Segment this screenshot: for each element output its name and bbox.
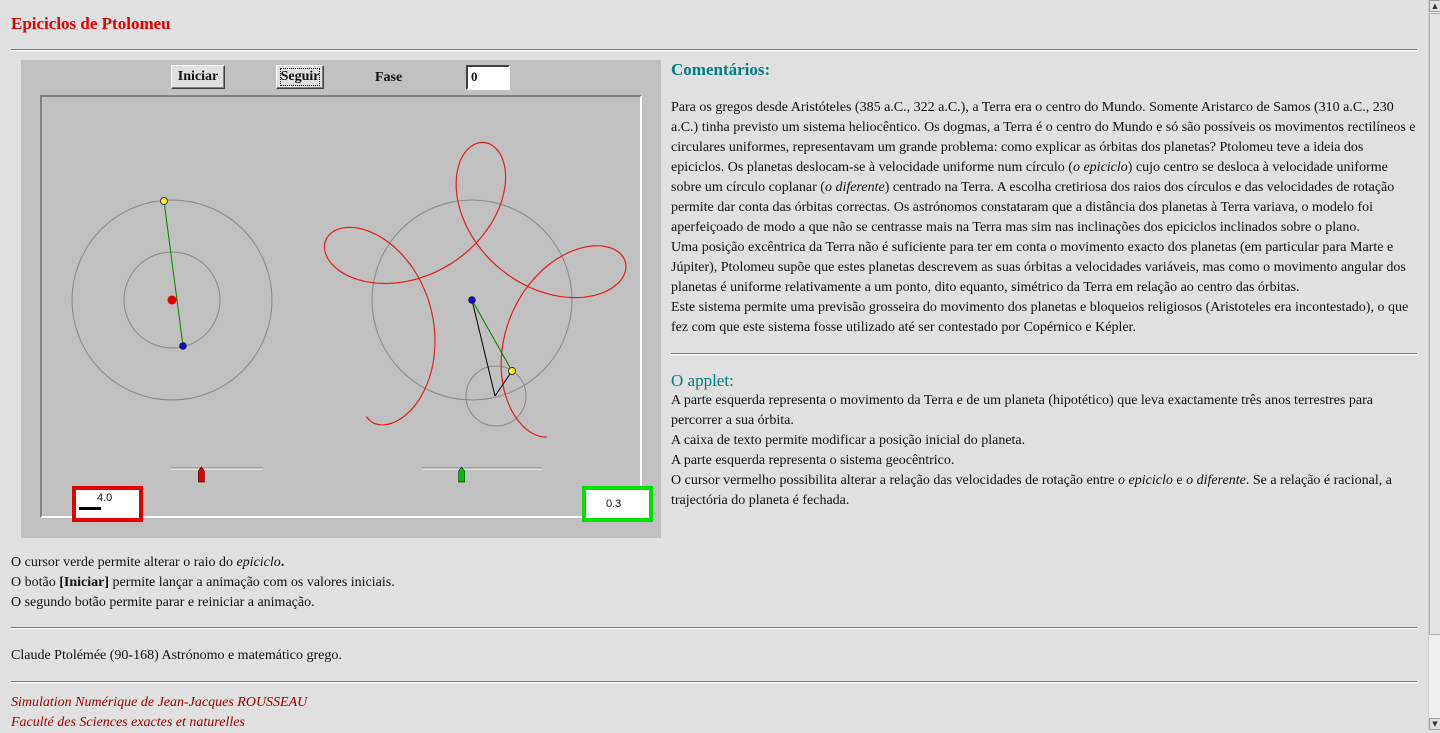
applet-heading: O applet: — [671, 371, 734, 390]
right-column — [671, 60, 1417, 511]
lower-divider — [11, 627, 1417, 629]
applet-line-2: A caixa de texto permite modificar a posição inicial do planeta. — [671, 433, 1026, 448]
footer-line-2[interactable]: Faculté des Sciences exactes et naturelles — [11, 715, 245, 730]
ratio-value-box — [72, 486, 143, 522]
simulation-canvas — [40, 95, 642, 518]
comments-paragraph-2: Uma posição excêntrica da Terra não é suficiente para ter em conta o movimento exacto dos planetas (em particular para Marte e Júpiter), Ptolomeu supõe que estes planetas descrevem as suas órbitas a velocidades variáveis, mas como o movimento angular dos planetas é uniforme relativamente a um ponto, dito equanto, simétrico da Terra em relação ao centro das órbitas. — [671, 240, 1406, 295]
applet-line-3: A parte esquerda representa o sistema geocêntrico. — [671, 453, 955, 468]
vertical-scrollbar[interactable] — [1428, 0, 1440, 730]
radius-slider-thumb[interactable] — [459, 467, 465, 482]
epicycle-center-line — [472, 300, 512, 371]
planet-dot-geo — [509, 368, 516, 375]
phase-input[interactable]: 0 — [466, 65, 510, 90]
left-notes — [11, 553, 395, 613]
planet-trajectory — [325, 142, 626, 437]
applet-line-4: O cursor vermelho possibilita alterar a relação das velocidades de rotação entre o epiciclo e o diferente. Se a relação é racional, a trajectória do planeta é fechada. — [671, 473, 1392, 508]
earth-planet-line-geo — [472, 300, 495, 396]
top-divider — [11, 49, 1417, 51]
planet-dot-left — [161, 198, 168, 205]
scrollbar-thumb[interactable] — [1429, 13, 1440, 635]
next-button-label: Seguir — [280, 69, 320, 84]
earth-dot-geo — [469, 297, 476, 304]
footer-line-1[interactable]: Simulation Numérique de Jean-Jacques ROUSSEAU — [11, 695, 308, 710]
applet-panel — [21, 60, 661, 538]
footer-divider — [11, 681, 1417, 683]
radius-value: 0.3 — [606, 498, 622, 510]
simulation-drawing — [42, 97, 640, 516]
comments-paragraph-3: Este sistema permite uma previsão grosseira do movimento dos planetas e bloqueios religiosos (Aristoteles era incontestado), o que fez com que este sistema fosse utilizado até ser contestado por Copérnico e Képler. — [671, 300, 1409, 335]
ratio-value: 4.0 — [97, 492, 113, 504]
start-button[interactable] — [171, 65, 225, 89]
ratio-slider-thumb[interactable] — [198, 467, 204, 482]
note-start-button: O botão [Iniciar] permite lançar a animação com os valores iniciais. — [11, 575, 395, 590]
comments-paragraph-1: Para os gregos desde Aristóteles (385 a.C., 322 a.C.), a Terra era o centro do Mundo. Somente Aristarco de Samos (310 a.C., 230 a.C.) tinha previsto um sistema heliocêntico. Os dogmas, a Terra é o centro do Mundo e só são possíveis os movimentos rectilíneos e circulares uniformes, representavam um grande problema: como explicar as órbitas dos planetas? Ptolomeu teve a ideia dos epiciclos. Os planetas deslocam-se à velocidade uniforme num círculo (o epiciclo) cujo centro se desloca à velocidade uniforme sobre um círculo coplanar (o diferente) centrado na Terra. A escolha cretiriosa dos raios dos círculos e das velocidades de rotação permite dar conta das órbitas correctas. Os astrónomos constataram que a distância dos planetas à Terra variava, o modelo foi aperfeiçoado de modo a que não se centrasse mais na Terra mas sim nas inclinações dos epiciclos inclinados sobre o plano. — [671, 100, 1416, 235]
page-title: Epiciclos de Ptolomeu — [11, 14, 171, 33]
comments-heading: Comentários: — [671, 60, 771, 79]
phase-label: Fase — [375, 70, 403, 85]
ratio-slider[interactable] — [171, 467, 263, 482]
credit-line: Claude Ptolémée (90-168) Astrónomo e matemático grego. — [11, 648, 342, 663]
radius-value-box — [582, 486, 653, 522]
scroll-up-icon[interactable]: ▲ — [1429, 0, 1440, 12]
start-button-label: Iniciar — [177, 69, 219, 84]
note-green-slider: O cursor verde permite alterar o raio do epiciclo. — [11, 555, 285, 570]
sun-icon — [168, 296, 177, 305]
footer — [11, 693, 307, 733]
scroll-down-icon[interactable]: ▼ — [1429, 718, 1440, 730]
applet-line-1: A parte esquerda representa o movimento da Terra e de um planeta (hipotético) que leva exactamente três anos terrestres para percorrer a sua órbita. — [671, 393, 1373, 428]
earth-planet-line — [164, 201, 183, 346]
note-second-button: O segundo botão permite parar e reiniciar a animação. — [11, 595, 315, 610]
next-button[interactable] — [276, 65, 324, 89]
ratio-scale-bar — [79, 507, 101, 510]
epicycle-circle — [466, 366, 526, 426]
earth-dot-left — [180, 343, 187, 350]
radius-slider[interactable] — [422, 467, 542, 482]
